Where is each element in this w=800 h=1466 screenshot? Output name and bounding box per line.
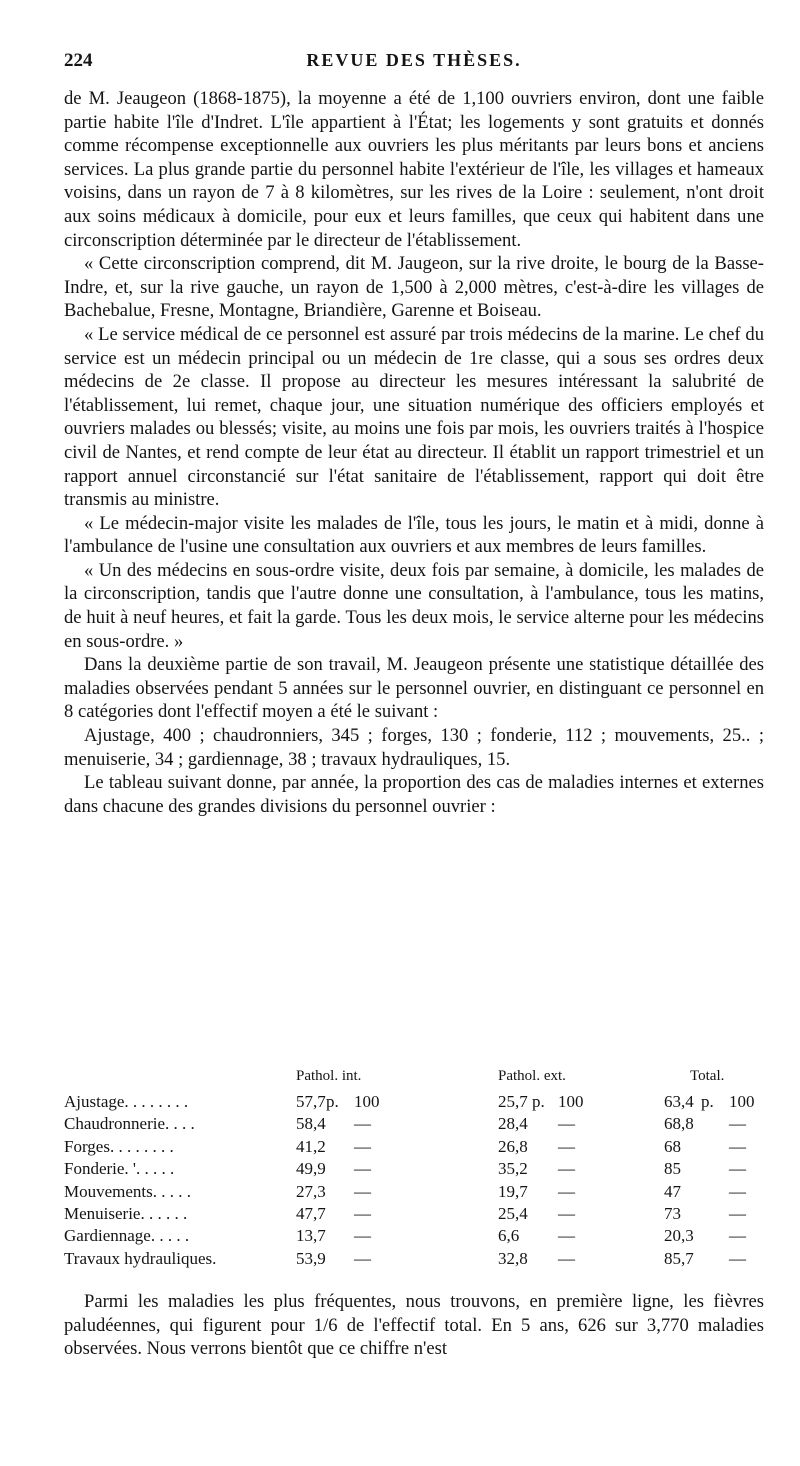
pathol-int-value: 57,7 [296, 1092, 326, 1111]
total-value: 73 [664, 1203, 681, 1223]
pathol-int-value: 41,2 [296, 1136, 326, 1156]
pathol-int-mark: 100 [354, 1092, 380, 1111]
pathol-ext-mark: 100 [558, 1092, 584, 1111]
closing-text [64, 1290, 764, 1361]
pathol-int-mark: — [354, 1181, 371, 1201]
row-label: Mouvements. . . . . [64, 1181, 192, 1201]
row-label: Travaux hydrauliques. [64, 1248, 217, 1268]
row-label: Fonderie. '. . . . . [64, 1159, 175, 1179]
pathol-int-unit: p. [326, 1092, 339, 1111]
table-row [64, 1092, 764, 1114]
row-label: Menuiserie. . . . . . [64, 1203, 188, 1223]
paragraph: « Un des médecins en sous-ordre visite, deux fois par semaine, à domicile, les malades de la circonscription, tandis que l'autre donne une consultation, à l'ambulance, tous les matins, de huit à neuf heures, et fait la garde. Tous les deux mois, le service alterne pour les médecins en sous-ordre. » [64, 559, 764, 652]
column-header-pathol-int: Pathol. int. [296, 1068, 362, 1084]
paragraph: Ajustage, 400 ; chaudronniers, 345 ; forges, 130 ; fonderie, 112 ; mouvements, 25.. ; menuiserie, 34 ; gardiennage, 38 ; travaux hydrauliques, 15. [64, 725, 764, 770]
pathol-int-mark: — [354, 1136, 371, 1156]
row-label: Chaudronnerie. . . . [64, 1114, 195, 1134]
page-number: 224 [64, 50, 93, 71]
pathol-int-mark: — [354, 1203, 371, 1223]
pathol-ext-mark: — [558, 1159, 575, 1179]
total-value: 47 [664, 1181, 681, 1201]
column-header-total: Total. [690, 1068, 725, 1084]
total-value: 68 [664, 1136, 681, 1156]
total-value: 63,4 [664, 1092, 694, 1111]
paragraph: « Le service médical de ce personnel est assuré par trois médecins de la marine. Le chef du service est un médecin principal ou un médecin de 1re classe, qui a sous ses ordres deux médecins de 2e classe. Il propose au directeur les mesures intéressant la salubrité de l'établissement, lui remet, chaque jour, une situation numérique des officiers employés et ouvriers malades ou blessés; visite, au moins une fois par mois, les ouvriers traités à l'hospice civil de Nantes, et rend compte de leur état au directeur. Il établit un rapport trimestriel et un rapport annuel circonstancié sur l'état sanitaire de l'établissement, rapport qui doit être transmis au ministre. [64, 323, 764, 511]
row-label: Gardiennage. . . . . [64, 1226, 190, 1246]
pathol-int-value: 49,9 [296, 1159, 326, 1179]
running-title: REVUE DES THÈSES. [306, 50, 522, 70]
pathol-ext-mark: — [558, 1203, 575, 1223]
total-value: 85 [664, 1159, 681, 1179]
page-header [64, 50, 764, 76]
total-mark: — [729, 1136, 746, 1156]
row-label: Forges. . . . . . . . [64, 1136, 174, 1156]
paragraph: Dans la deuxième partie de son travail, M. Jeaugeon présente une statistique détaillée des maladies observées pendant 5 années sur le personnel ouvrier, en distinguant ce personnel en 8 catégories dont l'effectif moyen a été le suivant : [64, 654, 764, 723]
table-row [64, 1204, 764, 1226]
total-mark: — [729, 1159, 746, 1179]
pathol-int-value: 27,3 [296, 1181, 326, 1201]
paragraph: « Cette circonscription comprend, dit M. Jaugeon, sur la rive droite, le bourg de la Basse-Indre, et, sur la rive gauche, un rayon de 1,500 à 2,000 mètres, c'est-à-dire les villages de Bachebalue, Fresne, Montagne, Briandière, Garenne et Boiseau. [64, 253, 764, 322]
total-mark: 100 [729, 1092, 755, 1111]
pathol-int-mark: — [354, 1226, 371, 1246]
pathol-ext-value: 32,8 [498, 1248, 528, 1268]
table-row [64, 1137, 764, 1159]
pathol-ext-mark: — [558, 1181, 575, 1201]
pathol-ext-mark: — [558, 1248, 575, 1268]
table-row [64, 1226, 764, 1248]
total-mark: — [729, 1114, 746, 1134]
pathol-ext-mark: — [558, 1226, 575, 1246]
pathol-int-mark: — [354, 1248, 371, 1268]
statistics-table [64, 1068, 764, 1271]
pathol-ext-value: 25,4 [498, 1203, 528, 1223]
pathol-ext-value: 28,4 [498, 1114, 528, 1134]
paragraph: « Le médecin-major visite les malades de l'île, tous les jours, le matin et à midi, donne à l'ambulance de l'usine une consultation aux ouvriers et aux membres de leurs familles. [64, 512, 764, 558]
total-mark: — [729, 1181, 746, 1201]
table-row [64, 1114, 764, 1136]
column-header-pathol-ext: Pathol. ext. [498, 1068, 566, 1084]
pathol-int-mark: — [354, 1159, 371, 1179]
total-mark: — [729, 1203, 746, 1223]
pathol-ext-value: 25,7 [498, 1092, 528, 1111]
body-text [64, 87, 764, 818]
row-label: Ajustage. . . . . . . . [64, 1092, 189, 1111]
paragraph: de M. Jeaugeon (1868-1875), la moyenne a été de 1,100 ouvriers environ, dont une faible partie habite l'île d'Indret. L'île appartient à l'État; les logements y sont gratuits et donnés comme récompense exceptionnelle aux ouvriers les plus méritants par leurs bons et anciens services. La plus grande partie du personnel habite l'extérieur de l'île, les villages et hameaux voisins, dans un rayon de 7 à 8 kilomètres, sur les rives de la Loire : seulement, n'ont droit aux soins médicaux à domicile, pour eux et leurs familles, que ceux qui habitent dans une circonscription déterminée par le directeur de l'établissement. [64, 88, 764, 251]
paragraph: Parmi les maladies les plus fréquentes, nous trouvons, en première ligne, les fièvres paludéennes, qui figurent pour 1/6 de l'effectif total. En 5 ans, 626 sur 3,770 maladies observées. Nous verrons bientôt que ce chiffre n'est [64, 1291, 764, 1360]
pathol-int-value: 58,4 [296, 1114, 326, 1134]
total-value: 20,3 [664, 1226, 694, 1246]
paragraph: Le tableau suivant donne, par année, la proportion des cas de maladies internes et externes dans chacune des grandes divisions du personnel ouvrier : [64, 772, 764, 817]
total-mark: — [729, 1226, 746, 1246]
pathol-ext-value: 26,8 [498, 1136, 528, 1156]
pathol-int-value: 53,9 [296, 1248, 326, 1268]
pathol-int-value: 47,7 [296, 1203, 326, 1223]
total-unit: p. [701, 1092, 714, 1111]
table-row [64, 1182, 764, 1204]
table-body [64, 1092, 764, 1271]
total-mark: — [729, 1248, 746, 1268]
pathol-ext-value: 6,6 [498, 1226, 520, 1246]
total-value: 68,8 [664, 1114, 694, 1134]
total-value: 85,7 [664, 1248, 694, 1268]
pathol-ext-value: 35,2 [498, 1159, 528, 1179]
pathol-ext-value: 19,7 [498, 1181, 528, 1201]
pathol-ext-mark: — [558, 1114, 575, 1134]
table-row [64, 1249, 764, 1271]
table-header [64, 1068, 764, 1092]
pathol-int-mark: — [354, 1114, 371, 1134]
table-row [64, 1159, 764, 1181]
pathol-int-value: 13,7 [296, 1226, 326, 1246]
pathol-ext-unit: p. [532, 1092, 545, 1111]
pathol-ext-mark: — [558, 1136, 575, 1156]
